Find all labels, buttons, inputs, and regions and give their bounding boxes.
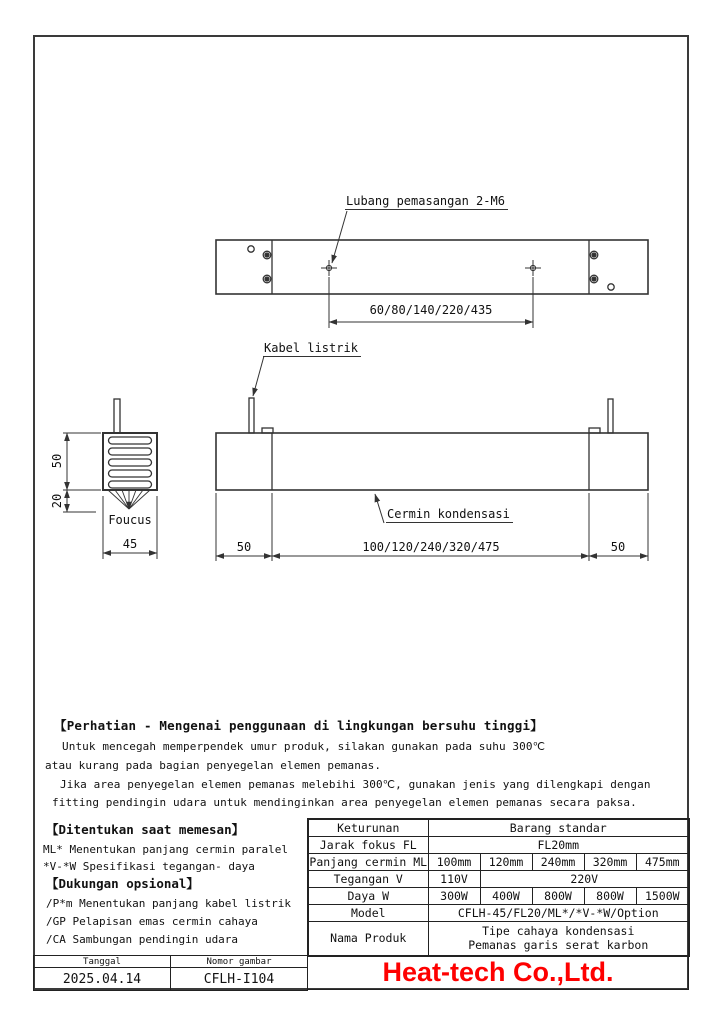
spec-value: 475mm bbox=[636, 853, 689, 870]
warning-line-3: Jika area penyegelan elemen pemanas melebihi 300℃, gunakan jenis yang dilengkapi dengan bbox=[60, 778, 651, 791]
side-view-body bbox=[103, 399, 157, 490]
product-name-line-1: Tipe cahaya kondensasi bbox=[482, 924, 635, 939]
top-view-body bbox=[216, 240, 648, 294]
company-name-logo: Heat-tech Co.,Ltd. bbox=[382, 957, 614, 987]
spec-row-lineage bbox=[308, 819, 689, 836]
front-left-dimension: 50 bbox=[236, 540, 252, 554]
spec-value bbox=[428, 921, 689, 956]
spec-row-mirror-length bbox=[308, 853, 689, 870]
drawing-number-label: Nomor gambar bbox=[171, 956, 308, 968]
side-width-dimension: 45 bbox=[122, 537, 138, 551]
drawing-number-value: CFLH-I104 bbox=[171, 968, 308, 991]
focus-rays bbox=[108, 490, 150, 509]
warning-title: 【Perhatian - Mengenai penggunaan di lingkungan bersuhu tinggi】 bbox=[54, 718, 543, 733]
spec-row-power bbox=[308, 887, 689, 904]
condensing-mirror-label: Cermin kondensasi bbox=[386, 507, 513, 523]
spec-value: 100mm bbox=[428, 853, 480, 870]
order-note-vw: *V-*W Spesifikasi tegangan- daya bbox=[43, 860, 255, 873]
spec-label: Jarak fokus FL bbox=[308, 836, 428, 853]
mounting-hole-label: Lubang pemasangan 2-M6 bbox=[345, 194, 508, 210]
date-value: 2025.04.14 bbox=[34, 968, 171, 991]
order-note-ml: ML* Menentukan panjang cermin paralel bbox=[43, 843, 289, 856]
spec-value: 320mm bbox=[584, 853, 636, 870]
spec-value: Barang standar bbox=[428, 819, 689, 836]
spec-value: 400W bbox=[480, 887, 532, 904]
spec-label: Keturunan bbox=[308, 819, 428, 836]
spec-row-voltage bbox=[308, 870, 689, 887]
spec-label: Daya W bbox=[308, 887, 428, 904]
spec-value: 120mm bbox=[480, 853, 532, 870]
company-logo-cell bbox=[307, 955, 689, 990]
mounting-holes bbox=[321, 260, 541, 276]
spec-value: 800W bbox=[532, 887, 584, 904]
focus-label: Foucus bbox=[108, 513, 152, 527]
warning-line-4: fitting pendingin udara untuk mendinginkan area penyegelan elemen pemanas secara paksa. bbox=[52, 796, 637, 809]
hole-spacing-dimension: 60/80/140/220/435 bbox=[369, 303, 493, 317]
spec-table bbox=[307, 818, 690, 957]
top-view-screws bbox=[248, 246, 614, 290]
spec-row-focal-length bbox=[308, 836, 689, 853]
spec-label: Tegangan V bbox=[308, 870, 428, 887]
warning-line-2: atau kurang pada bagian penyegelan elemen pemanas. bbox=[45, 759, 382, 772]
warning-line-1: Untuk mencegah memperpendek umur produk, silakan gunakan pada suhu 300℃ bbox=[62, 740, 546, 753]
cable-label: Kabel listrik bbox=[263, 341, 361, 357]
spec-value: 1500W bbox=[636, 887, 689, 904]
optional-note-ca: /CA Sambungan pendingin udara bbox=[46, 933, 239, 946]
spec-label: Panjang cermin ML bbox=[309, 854, 428, 869]
spec-value: 300W bbox=[428, 887, 480, 904]
title-block bbox=[33, 955, 308, 991]
spec-label: Model bbox=[308, 904, 428, 921]
product-name-line-2: Pemanas garis serat karbon bbox=[468, 938, 649, 953]
front-right-dimension: 50 bbox=[610, 540, 626, 554]
optional-note-p: /P*m Menentukan panjang kabel listrik bbox=[46, 897, 292, 910]
spec-row-model bbox=[308, 904, 689, 921]
spec-label: Nama Produk bbox=[308, 921, 428, 956]
focus-distance-dimension: 20 bbox=[50, 493, 64, 509]
spec-row-product-name bbox=[308, 921, 689, 956]
date-label: Tanggal bbox=[34, 956, 171, 968]
order-notes-title: 【Ditentukan saat memesan】 bbox=[46, 822, 245, 837]
front-center-dimension: 100/120/240/320/475 bbox=[362, 540, 500, 554]
spec-value: 220V bbox=[480, 870, 689, 887]
optional-notes-title: 【Dukungan opsional】 bbox=[46, 876, 199, 891]
spec-value: CFLH-45/FL20/ML*/*V-*W/Option bbox=[428, 904, 689, 921]
spec-value: 110V bbox=[428, 870, 480, 887]
spec-value: 800W bbox=[584, 887, 636, 904]
spec-value: FL20mm bbox=[428, 836, 689, 853]
side-height-dimension: 50 bbox=[50, 453, 64, 469]
front-view-body bbox=[216, 398, 648, 490]
optional-note-gp: /GP Pelapisan emas cermin cahaya bbox=[46, 915, 258, 928]
spec-value: 240mm bbox=[532, 853, 584, 870]
